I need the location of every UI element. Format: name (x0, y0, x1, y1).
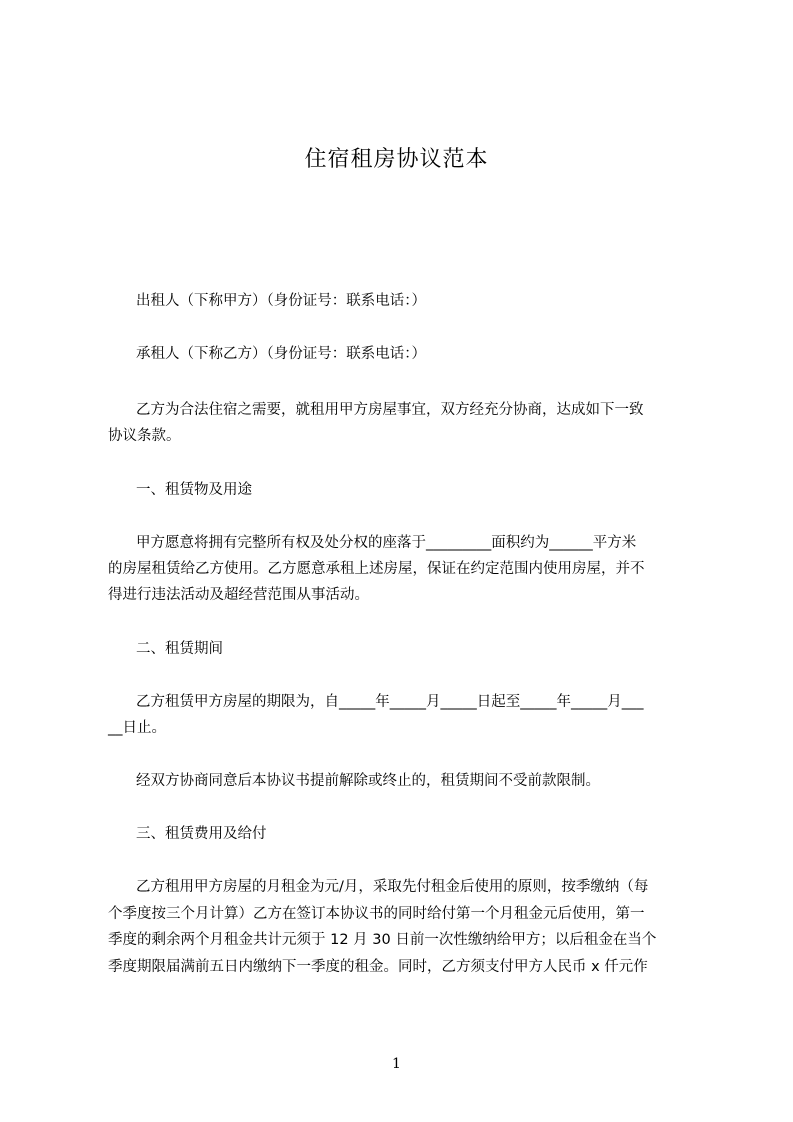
section2-note: 经双方协商同意后本协议书提前解除或终止的，租赁期间不受前款限制。 (136, 773, 600, 789)
section3-line-4: 季度期限届满前五日内缴纳下一季度的租金。同时，乙方须支付甲方人民币 x 仟元作 (108, 959, 648, 975)
section1-line-2: 的房屋租赁给乙方使用。乙方愿意承租上述房屋，保证在约定范围内使用房屋，并不 (108, 561, 645, 577)
section3-line-2: 个季度按三个月计算）乙方在签订本协议书的同时给付第一个月租金元后使用，第一 (108, 906, 645, 922)
section2-line-2: __日止。 (108, 720, 166, 736)
section1-line-1: 甲方愿意将拥有完整所有权及处分权的座落于_________面积约为______平方米 (136, 535, 637, 551)
section-heading-2: 二、租赁期间 (136, 641, 223, 657)
intro-line-2: 协议条款。 (108, 428, 181, 444)
section3-line-3: 季度的剩余两个月租金共计元须于 12 月 30 日前一次性缴纳给甲方；以后租金在当个 (108, 932, 657, 948)
intro-line-1: 乙方为合法住宿之需要，就租用甲方房屋事宜，双方经充分协商，达成如下一致 (136, 402, 644, 418)
section3-line-1: 乙方租用甲方房屋的月租金为元/月，采取先付租金后使用的原则，按季缴纳（每 (136, 879, 649, 895)
page-number: 1 (392, 1056, 401, 1072)
section-heading-3: 三、租赁费用及给付 (136, 826, 267, 842)
lessor-line: 出租人（下称甲方）（身份证号：联系电话：） (136, 293, 426, 309)
page-title: 住宿租房协议范本 (304, 147, 489, 172)
section1-line-3: 得进行违法活动及超经营范围从事活动。 (108, 587, 369, 603)
section-heading-1: 一、租赁物及用途 (136, 482, 252, 498)
lessee-line: 承租人（下称乙方）（身份证号：联系电话：） (136, 346, 426, 362)
section2-line-1: 乙方租赁甲方房屋的期限为，自_____年_____月_____日起至_____年_____月___ (136, 694, 644, 710)
